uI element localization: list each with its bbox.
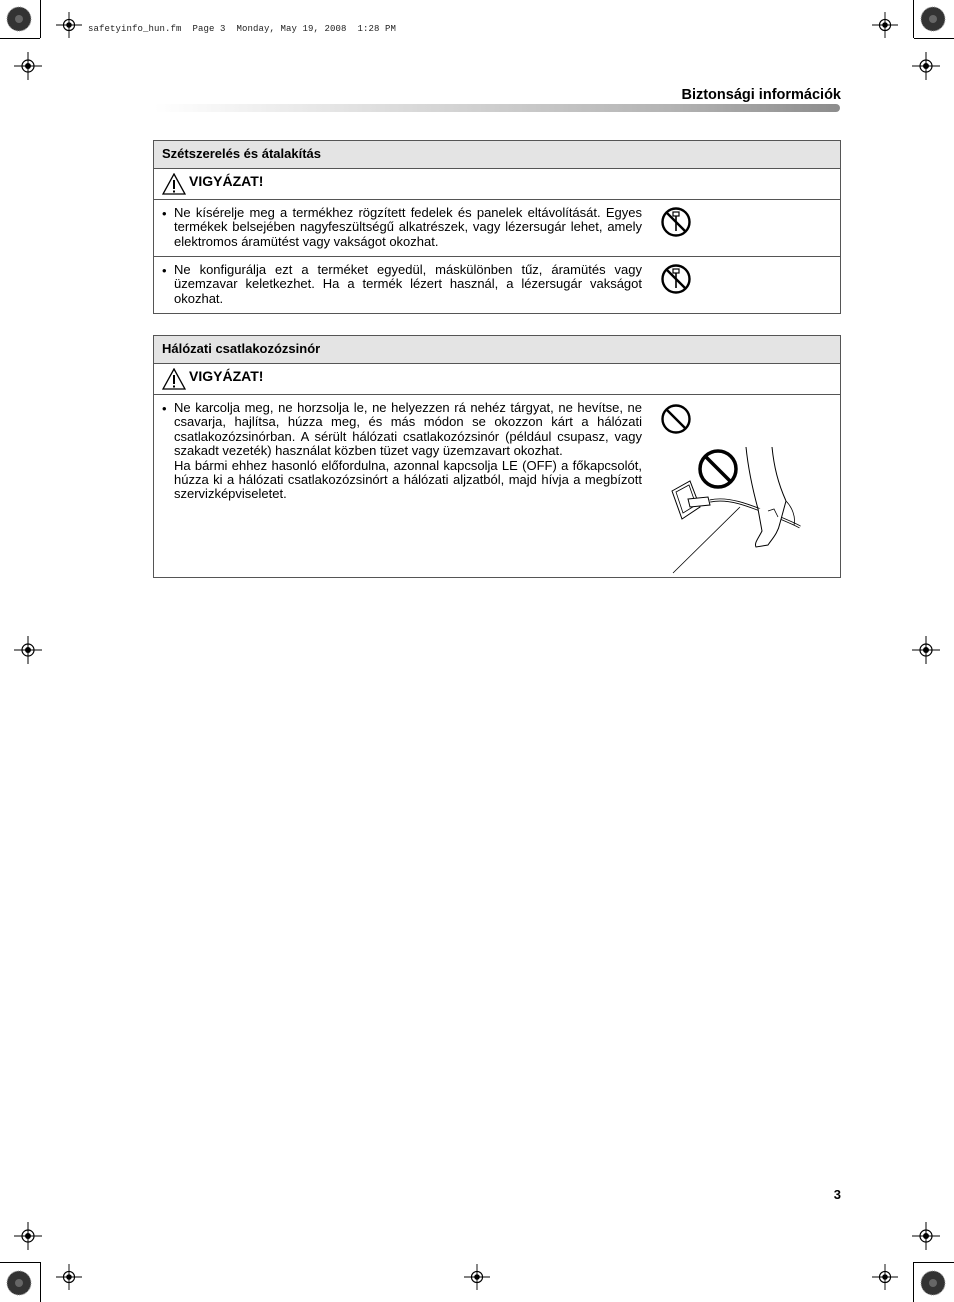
crop-line <box>913 0 914 38</box>
item-text: Ne kísérelje meg a termékhez rögzített fedelek és panelek eltávolítását. Egyes termékek belsejében nagyfeszültségű alkatrészek, vagy lézersugár lehet, amely elektromos áramütést vagy vakságot okozhat. <box>174 205 642 249</box>
crop-line <box>914 38 954 39</box>
registration-mark-icon <box>464 1264 490 1290</box>
registration-mark-icon <box>14 636 42 664</box>
warning-triangle-icon <box>162 368 186 390</box>
bullet: • <box>162 263 167 278</box>
warning-row <box>154 169 841 200</box>
list-item <box>154 200 841 257</box>
running-head: Biztonsági információk <box>681 87 841 103</box>
print-slug: safetyinfo_hun.fm Page 3 Monday, May 19, 2008 1:28 PM <box>88 24 397 34</box>
section-title: Szétszerelés és átalakítás <box>154 141 841 169</box>
do-not-step-on-cord-illustration <box>668 447 818 575</box>
warning-label: VIGYÁZAT! <box>189 368 264 384</box>
registration-mark-icon <box>56 12 82 38</box>
color-bar-starburst-icon <box>920 6 946 32</box>
safety-section-disassembly <box>153 140 841 314</box>
prohibited-icon <box>660 403 692 435</box>
color-bar-starburst-icon <box>920 1270 946 1296</box>
bullet: • <box>162 401 167 416</box>
registration-mark-icon <box>912 1222 940 1250</box>
crop-line <box>914 1262 954 1263</box>
crop-line <box>0 1262 40 1263</box>
warning-triangle-icon <box>162 173 186 195</box>
no-disassembly-icon <box>660 206 692 238</box>
item-text-paragraph: Ne karcolja meg, ne horzsolja le, ne helyezzen rá nehéz tárgyat, ne hevítse, ne csavarja, hajlítsa, húzza meg, és más módon se okozzon kárt a hálózati csatlakozózsinórban. A sérült hálózati csatlakozózsinór (például csupasz, vagy szakadt vezeték) használat közben tüzet vagy üzemzavart okozhat. <box>174 400 642 459</box>
crop-line <box>0 38 40 39</box>
registration-mark-icon <box>872 12 898 38</box>
warning-row <box>154 364 841 395</box>
color-bar-starburst-icon <box>6 1270 32 1296</box>
registration-mark-icon <box>14 1222 42 1250</box>
registration-mark-icon <box>872 1264 898 1290</box>
section-title: Hálózati csatlakozózsinór <box>154 336 841 364</box>
item-text <box>174 401 642 571</box>
crop-line <box>40 0 41 38</box>
page-number: 3 <box>833 1187 841 1202</box>
item-text-paragraph: Ha bármi ehhez hasonló előfordulna, azonnal kapcsolja LE (OFF) a főkapcsolót, húzza ki a hálózati csatlakozózsinórt a hálózati aljzatból, majd hívja a megbízott szervizképviseletet. <box>174 457 642 502</box>
color-bar-starburst-icon <box>6 6 32 32</box>
list-item <box>154 395 841 578</box>
crop-line <box>40 1262 41 1302</box>
no-disassembly-icon <box>660 263 692 295</box>
list-item <box>154 257 841 314</box>
registration-mark-icon <box>912 52 940 80</box>
registration-mark-icon <box>14 52 42 80</box>
warning-label: VIGYÁZAT! <box>189 173 264 189</box>
header-rule <box>154 104 840 112</box>
item-text: Ne konfigurálja ezt a terméket egyedül, máskülönben tűz, áramütés vagy üzemzavar keletkezhet. Ha a termék lézert használ, a lézersugár vakságot okozhat. <box>174 262 642 306</box>
bullet: • <box>162 206 167 221</box>
registration-mark-icon <box>912 636 940 664</box>
crop-line <box>913 1262 914 1302</box>
safety-section-power-cord <box>153 335 841 578</box>
registration-mark-icon <box>56 1264 82 1290</box>
